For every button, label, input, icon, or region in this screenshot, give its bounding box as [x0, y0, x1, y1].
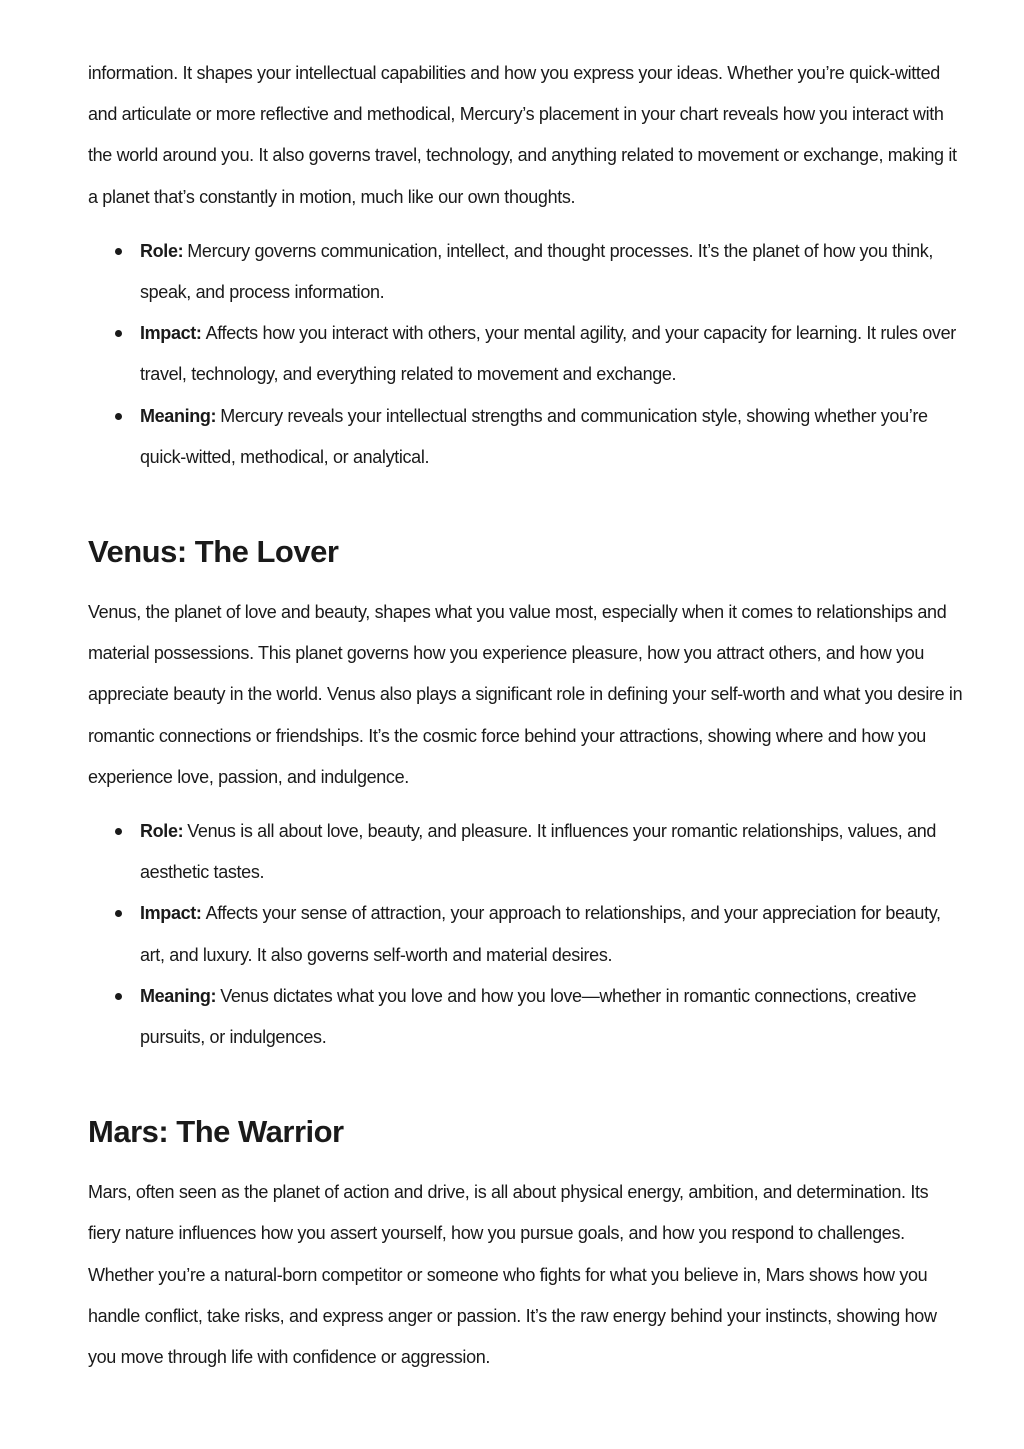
venus-paragraph: Venus, the planet of love and beauty, shapes what you value most, especially when it comes to relationships and material possessions. This planet governs how you experience pleasure, how you attract others, and how you appreciate beauty in the world. Venus also plays a significant role in defining your self-worth and what you desire in romantic connections or friendships. It’s the cosmic force behind your attractions, showing where and how you experience love, passion, and indulgence. [88, 602, 963, 787]
venus-heading: Venus: The Lover [88, 534, 339, 570]
bullet-term: Meaning: [140, 405, 217, 426]
bullet-text: Mercury governs communication, intellect, and thought processes. It’s the planet of how you think, speak, and process information. [140, 240, 934, 303]
venus-bullet-list [88, 811, 964, 1058]
list-item [140, 893, 964, 975]
mars-paragraph: Mars, often seen as the planet of action and drive, is all about physical energy, ambition, and determination. Its fiery nature influences how you assert yourself, how you pursue goals, and how you respond to challenges. Whether you’re a natural-born competitor or someone who fights for what you believe in, Mars shows how you handle conflict, take risks, and express anger or passion. It’s the raw energy behind your instincts, showing how you move through life with confidence or aggression. [88, 1182, 937, 1368]
bullet-icon [115, 993, 122, 1000]
mars-heading: Mars: The Warrior [88, 1114, 344, 1150]
list-item [140, 396, 964, 478]
bullet-term: Impact: [140, 323, 202, 344]
bullet-text: Mercury reveals your intellectual strengths and communication style, showing whether you’re quick-witted, methodical, or analytical. [140, 405, 928, 467]
bullet-term: Role: [140, 240, 184, 261]
bullet-text: Venus dictates what you love and how you love—whether in romantic connections, creative pursuits, or indulgences. [140, 985, 917, 1048]
bullet-icon [115, 330, 122, 337]
bullet-term: Meaning: [140, 985, 217, 1006]
bullet-icon [115, 828, 122, 835]
list-item [140, 313, 964, 395]
bullet-text: Venus is all about love, beauty, and pleasure. It influences your romantic relationships, values, and aesthetic tastes. [140, 821, 937, 883]
bullet-term: Role: [140, 821, 184, 842]
bullet-icon [115, 248, 122, 255]
bullet-text: Affects your sense of attraction, your approach to relationships, and your appreciation for beauty, art, and luxury. It also governs self-worth and material desires. [140, 903, 941, 965]
bullet-text: Affects how you interact with others, your mental agility, and your capacity for learning. It rules over travel, technology, and everything related to movement and exchange. [140, 323, 956, 385]
list-item [140, 231, 964, 313]
bullet-term: Impact: [140, 903, 202, 924]
mercury-paragraph: information. It shapes your intellectual capabilities and how you express your ideas. Whether you’re quick-witted and articulate or more reflective and methodical, Mercury’s placement in your chart reveals how you interact with the world around you. It also governs travel, technology, and anything related to movement or exchange, making it a planet that’s constantly in motion, much like our own thoughts. [88, 63, 957, 207]
bullet-icon [115, 413, 122, 420]
mercury-bullet-list [88, 231, 964, 478]
list-item [140, 976, 964, 1058]
bullet-icon [115, 910, 122, 917]
list-item [140, 811, 964, 893]
